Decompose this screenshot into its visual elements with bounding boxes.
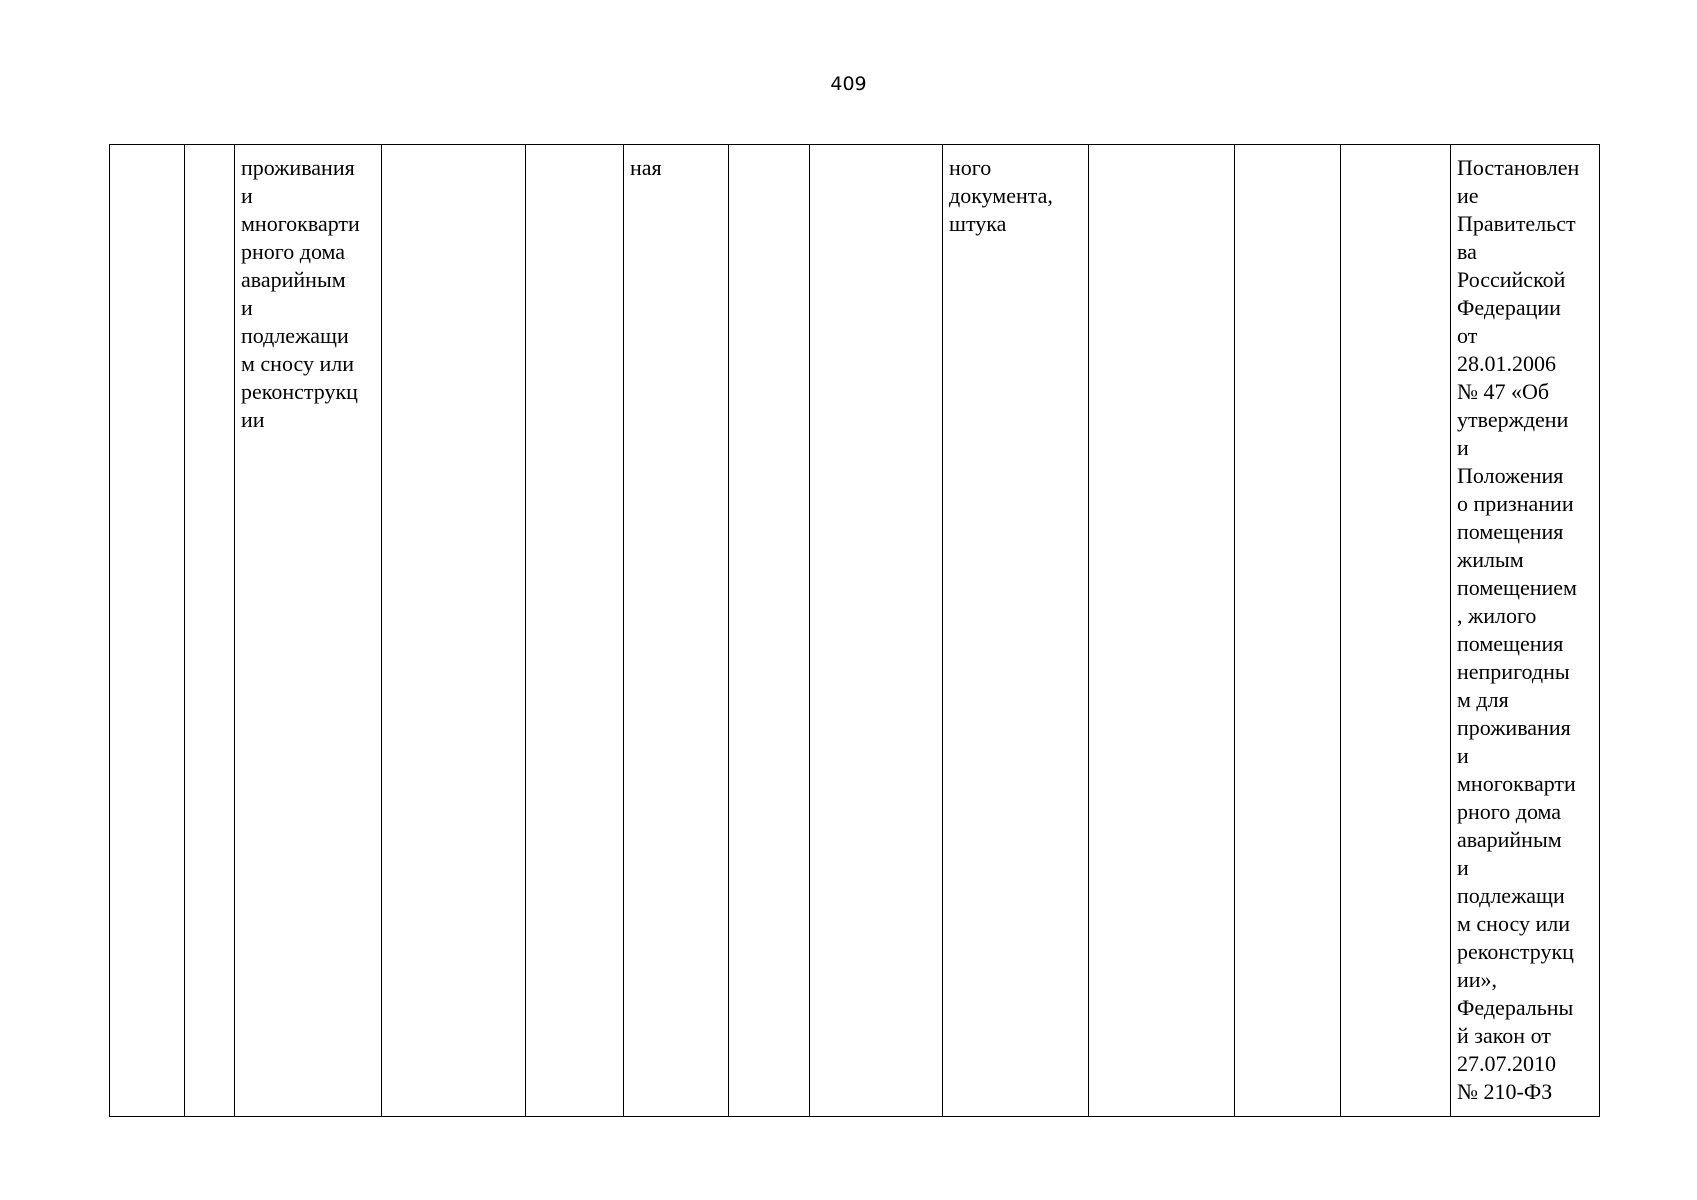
table-cell-13 bbox=[1451, 145, 1600, 1117]
table-cell-2 bbox=[185, 145, 235, 1117]
table-cell-11 bbox=[1235, 145, 1341, 1117]
table-row bbox=[110, 145, 1600, 1117]
table-cell-3 bbox=[235, 145, 382, 1117]
table-cell-4 bbox=[382, 145, 526, 1117]
cell-text-6: ная bbox=[630, 155, 662, 180]
table-cell-9 bbox=[943, 145, 1089, 1117]
document-table bbox=[109, 144, 1600, 1117]
table-cell-10 bbox=[1089, 145, 1235, 1117]
table-cell-12 bbox=[1341, 145, 1451, 1117]
table-cell-7 bbox=[729, 145, 810, 1117]
cell-text-3: проживания и многокварти рного дома аварийным и подлежащи м сносу или реконструкц ии bbox=[241, 155, 360, 432]
table-cell-1 bbox=[110, 145, 185, 1117]
cell-text-13: Постановлен ие Правительст ва Российской Федерации от 28.01.2006 № 47 «Об утверждени и Положения о признании помещения жилым помещением , жилого помещения непригодны м для проживания и многокварти рного дома аварийным и подлежащи м сносу или реконструкц ии», Федеральны й закон от 27.07.2010 № 210-ФЗ bbox=[1457, 155, 1580, 1104]
page-number: 409 bbox=[830, 73, 867, 95]
table-cell-6 bbox=[624, 145, 729, 1117]
table-cell-5 bbox=[526, 145, 624, 1117]
cell-text-9: ного документа, штука bbox=[949, 155, 1053, 236]
table-cell-8 bbox=[810, 145, 943, 1117]
